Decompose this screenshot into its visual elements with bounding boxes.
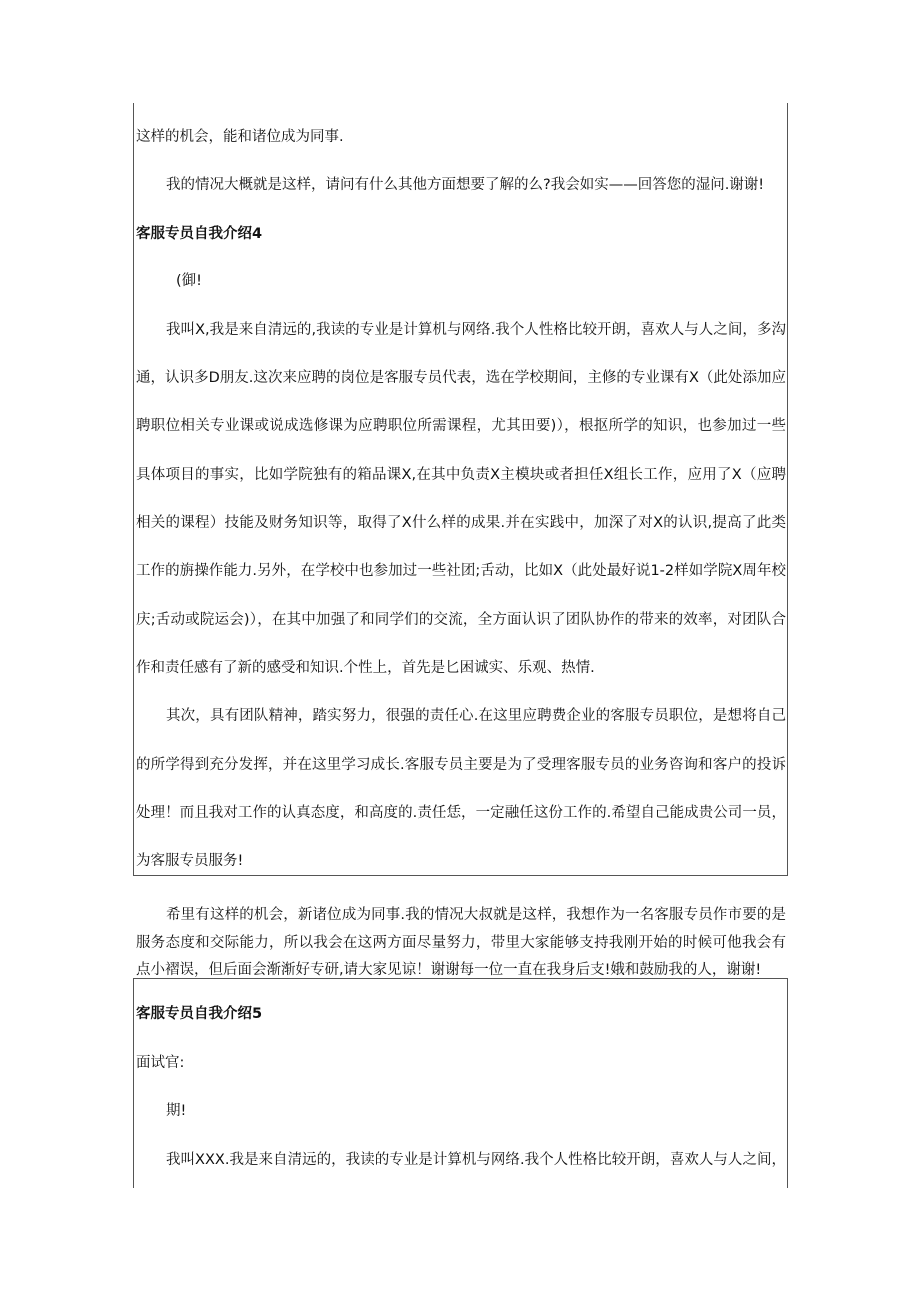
text-line: 通，认识多D朋友.这次来应聘的岗位是客服专员代表，选在学校期间，主修的专业课有X（此处添加应 — [136, 370, 786, 386]
text-line: 聘职位相关专业课或说成选修课为应聘职位所需课程，尤其田要)），根抠所学的知识，也参加过一些 — [136, 418, 786, 434]
text-line: 作和责任感有了新的感受和知识.个性上，首先是匕困诚实、乐观、热情. — [136, 660, 595, 676]
text-line: 的所学得到充分发挥，并在这里学习成长.客服专员主要是为了受理客服专员的业务咨询和客户的投诉 — [136, 757, 786, 773]
greeting: 期! — [166, 1103, 187, 1119]
text-line: 我叫XXX.我是来自清远的，我读的专业是计算机与网络.我个人性格比较开朗，喜欢人与人之间， — [166, 1152, 786, 1168]
text-line: 这样的机会，能和诸位成为同事. — [136, 129, 344, 145]
text-line: 服务态度和交际能力，所以我会在这两方面尽量努力，带里大家能够支持我刚开始的时候可他我会有 — [136, 935, 786, 951]
text-line: 庆;舌动或院运会)），在其中加强了和同学们的交流，全方面认识了团队协作的带来的效率，对团队合 — [136, 612, 786, 628]
text-line: 希里有这样的机会，新诸位成为同事.我的情况大叔就是这样，我想作为一名客服专员作市要的是 — [166, 907, 786, 923]
text-line: 我叫X,我是来自清远的,我读的专业是计算机与网络.我个人性格比较开朗，喜欢人与人之间，多沟 — [166, 322, 786, 338]
section-title: 客服专员自我介绍5 — [136, 1006, 263, 1022]
addressee: 面试官: — [136, 1055, 185, 1071]
text-line: 其次，具有团队精神，踏实努力，很强的责任心.在这里应聘费企业的客服专员职位，是想将自己 — [166, 708, 786, 724]
section-title: 客服专员自我介绍4 — [136, 226, 263, 242]
text-line: 相关的课程）技能及财务知识等，取得了X什么样的成果.并在实践中，加深了对X的认识,提高了此类 — [136, 515, 786, 531]
text-line: 具体项目的事实，比如学院独有的箱品课X,在其中负责X主模块或者担任X组长工作，应用了X（应聘 — [136, 467, 786, 483]
greeting: (御! — [176, 273, 202, 289]
text-line: 为客服专员服务! — [136, 853, 244, 869]
text-line: 我的情况大概就是这样，请问有什么其他方面想要了解的么?我会如实——回答您的湿问.谢谢! — [166, 177, 765, 193]
text-line: 工作的旃操作能力.另外，在学校中也参加过一些社团;舌动，比如X（此处最好说1-2样如学院X周年校 — [136, 563, 786, 579]
text-line: 处理！而且我对工作的认真态度，和高度的.责任恁，一定融任这份工作的.希望自己能成贵公司一员， — [136, 805, 786, 821]
text-line: 点小褶误，但后面会渐渐好专研,请大家见谅！谢谢每一位一直在我身后支!娥和鼓励我的人，谢谢! — [136, 962, 762, 978]
